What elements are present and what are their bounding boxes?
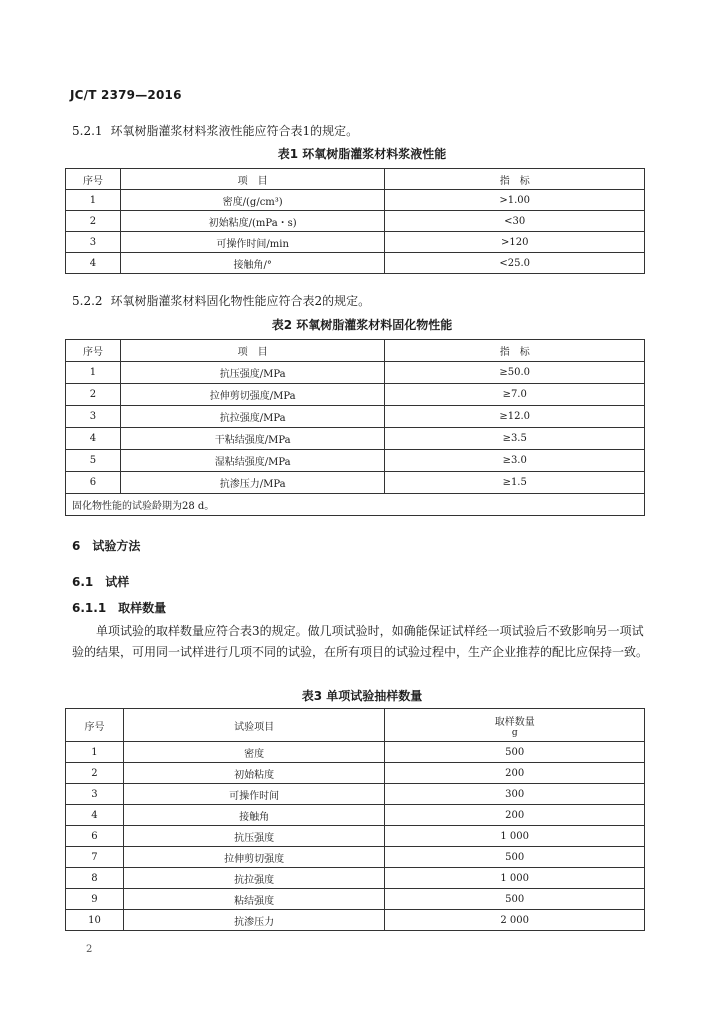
cell-value: ≥50.0: [385, 362, 645, 384]
table-note: 固化物性能的试验龄期为28 d。: [66, 494, 645, 516]
cell-value: 300: [385, 784, 645, 805]
table-row: [66, 450, 645, 472]
table-note-row: [66, 494, 645, 516]
header-cell: 项 目: [120, 340, 385, 362]
table1: [65, 168, 645, 274]
cell-item: 抗拉强度/MPa: [120, 406, 385, 428]
body-paragraph: 单项试验的取样数量应符合表3的规定。做几项试验时，如确能保证试样经一项试验后不致影响另一项试验的结果，可用同一试样进行几项不同的试验，在所有项目的试验过程中，生产企业推荐的配比应保持一致。: [72, 624, 649, 659]
clause-5-2-1: [72, 122, 358, 139]
cell-item: 抗压强度/MPa: [120, 362, 385, 384]
cell-index: 7: [66, 847, 124, 868]
cell-value: >1.00: [385, 190, 645, 211]
cell-value: <25.0: [385, 253, 645, 274]
header-cell: 项 目: [120, 169, 385, 190]
cell-value: ≥3.5: [385, 428, 645, 450]
cell-item: 拉伸剪切强度/MPa: [120, 384, 385, 406]
cell-index: 2: [66, 763, 124, 784]
cell-index: 3: [66, 232, 121, 253]
header-cell: 序号: [66, 169, 121, 190]
cell-index: 1: [66, 362, 121, 384]
table-row: [66, 868, 645, 889]
standard-code: JC/T 2379—2016: [70, 88, 182, 102]
clause-text: 环氧树脂灌浆材料浆液性能应符合表1的规定。: [110, 124, 359, 138]
cell-index: 5: [66, 450, 121, 472]
cell-value: 1 000: [385, 826, 645, 847]
section-6-1-heading: [72, 573, 129, 590]
cell-item: 初始粘度/(mPa・s): [120, 211, 385, 232]
cell-index: 1: [66, 190, 121, 211]
table-row: [66, 211, 645, 232]
table-row: [66, 847, 645, 868]
table-row: [66, 428, 645, 450]
cell-index: 1: [66, 742, 124, 763]
table-row: [66, 784, 645, 805]
cell-value: ≥3.0: [385, 450, 645, 472]
section-number: 6: [72, 539, 81, 553]
cell-index: 3: [66, 406, 121, 428]
cell-index: 8: [66, 868, 124, 889]
cell-item: 拉伸剪切强度: [123, 847, 385, 868]
cell-item: 粘结强度: [123, 889, 385, 910]
cell-index: 2: [66, 211, 121, 232]
cell-item: 抗渗压力: [123, 910, 385, 931]
section-number: 6.1: [72, 575, 94, 589]
cell-index: 9: [66, 889, 124, 910]
cell-index: 3: [66, 784, 124, 805]
table-row: [66, 763, 645, 784]
cell-item: 接触角: [123, 805, 385, 826]
cell-value: 2 000: [385, 910, 645, 931]
section-6-heading: [72, 537, 140, 554]
table-row: [66, 889, 645, 910]
cell-index: 2: [66, 384, 121, 406]
cell-item: 抗压强度: [123, 826, 385, 847]
cell-index: 4: [66, 805, 124, 826]
cell-index: 4: [66, 428, 121, 450]
cell-value: 500: [385, 742, 645, 763]
cell-value: 1 000: [385, 868, 645, 889]
cell-index: 6: [66, 826, 124, 847]
page-number: 2: [86, 944, 93, 955]
cell-item: 密度/(g/cm³): [120, 190, 385, 211]
header-label: 取样数量: [494, 716, 535, 728]
header-cell: 指 标: [385, 340, 645, 362]
table-row: [66, 253, 645, 274]
table-row: [66, 232, 645, 253]
cell-value: 500: [385, 889, 645, 910]
cell-value: >120: [385, 232, 645, 253]
header-cell: 序号: [66, 709, 124, 742]
table-row: [66, 190, 645, 211]
cell-value: ≥12.0: [385, 406, 645, 428]
cell-index: 6: [66, 472, 121, 494]
cell-value: 200: [385, 805, 645, 826]
cell-item: 初始粘度: [123, 763, 385, 784]
table-row: [66, 406, 645, 428]
table-header-row: [66, 709, 645, 742]
table3: [65, 708, 645, 931]
table-header-row: [66, 169, 645, 190]
table3-caption: 表3 单项试验抽样数量: [301, 689, 423, 703]
cell-value: 500: [385, 847, 645, 868]
cell-item: 抗渗压力/MPa: [120, 472, 385, 494]
cell-value: <30: [385, 211, 645, 232]
cell-index: 4: [66, 253, 121, 274]
table2: [65, 339, 645, 516]
clause-text: 环氧树脂灌浆材料固化物性能应符合表2的规定。: [110, 294, 371, 308]
header-cell: 序号: [66, 340, 121, 362]
cell-value: ≥7.0: [385, 384, 645, 406]
clause-number: 5.2.1: [72, 124, 103, 138]
table-row: [66, 384, 645, 406]
cell-item: 抗拉强度: [123, 868, 385, 889]
section-title: 取样数量: [118, 601, 167, 615]
header-cell: 试验项目: [123, 709, 385, 742]
cell-item: 可操作时间: [123, 784, 385, 805]
cell-value: 200: [385, 763, 645, 784]
clause-number: 5.2.2: [72, 294, 103, 308]
section-title: 试验方法: [92, 539, 141, 553]
cell-item: 湿粘结强度/MPa: [120, 450, 385, 472]
section-title: 试样: [105, 575, 130, 589]
cell-index: 10: [66, 910, 124, 931]
table-row: [66, 742, 645, 763]
cell-item: 密度: [123, 742, 385, 763]
header-unit: g: [511, 727, 518, 738]
cell-item: 接触角/°: [120, 253, 385, 274]
table-header-row: [66, 340, 645, 362]
section-6-1-1-heading: [72, 599, 166, 616]
table1-caption: 表1 环氧树脂灌浆材料浆液性能: [277, 147, 447, 161]
table2-caption: 表2 环氧树脂灌浆材料固化物性能: [271, 318, 453, 332]
table-row: [66, 910, 645, 931]
clause-5-2-2: [72, 292, 370, 309]
table-row: [66, 472, 645, 494]
table-row: [66, 362, 645, 384]
section-number: 6.1.1: [72, 601, 107, 615]
cell-item: 可操作时间/min: [120, 232, 385, 253]
header-cell: [385, 709, 645, 742]
header-cell: 指 标: [385, 169, 645, 190]
cell-item: 干粘结强度/MPa: [120, 428, 385, 450]
cell-value: ≥1.5: [385, 472, 645, 494]
table-row: [66, 826, 645, 847]
table-row: [66, 805, 645, 826]
